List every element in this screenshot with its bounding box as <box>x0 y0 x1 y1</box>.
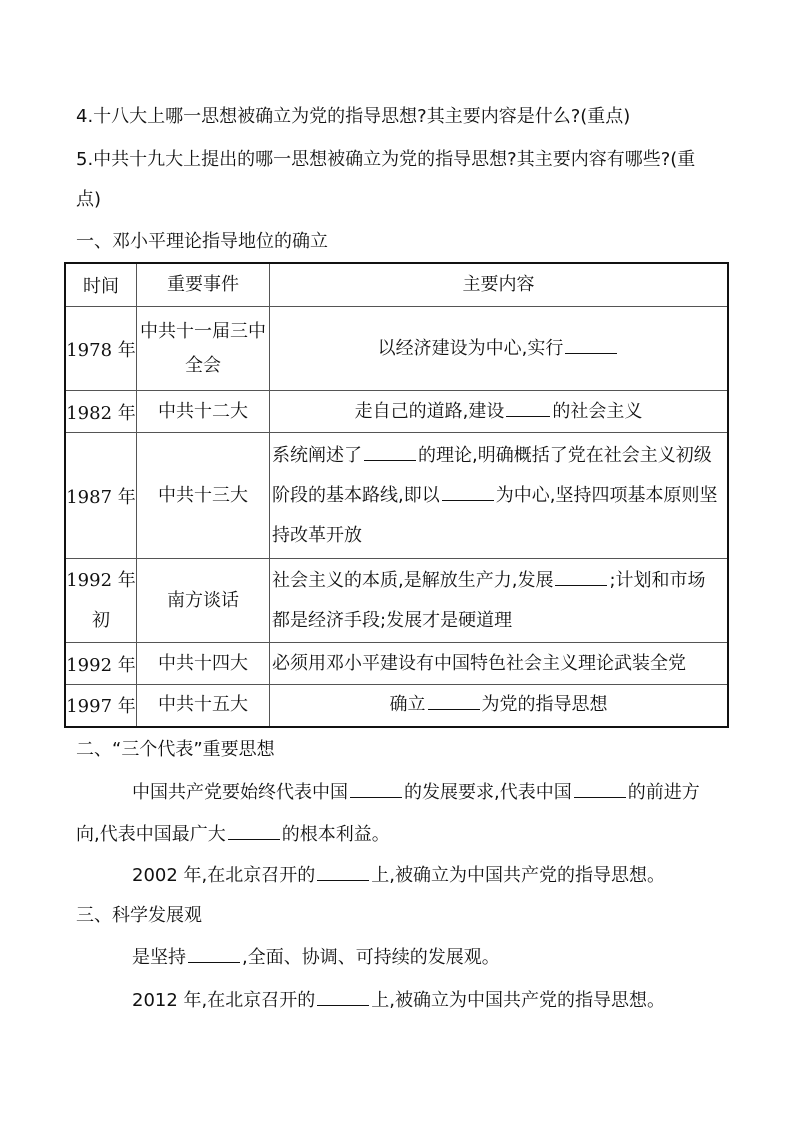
content-line: 持改革开放 <box>272 524 362 546</box>
paragraph-text: 向,代表中国最广大 <box>76 824 226 845</box>
fill-blank[interactable] <box>317 987 369 1006</box>
section-1-heading: 一、邓小平理论指导地位的确立 <box>76 231 328 252</box>
content-cell <box>270 391 729 433</box>
content-text: 的理论,明确概括了党在社会主义初级 <box>418 444 712 466</box>
section-2-paragraph-2 <box>132 862 665 888</box>
event-cell: 中共十五大 <box>137 685 270 727</box>
table-row <box>65 559 728 643</box>
fill-blank[interactable] <box>565 335 617 354</box>
table-row <box>65 643 728 685</box>
fill-blank[interactable] <box>555 567 607 586</box>
content-text: 阶段的基本路线,即以 <box>272 484 440 506</box>
fill-blank[interactable] <box>317 862 369 881</box>
event-cell: 中共十二大 <box>137 391 270 433</box>
paragraph-text: 的前进方 <box>627 782 700 803</box>
content-cell <box>270 433 729 559</box>
fill-blank[interactable] <box>506 398 550 417</box>
header-content: 主要内容 <box>270 263 729 307</box>
content-text: 的社会主义 <box>552 400 643 422</box>
question-4: 4.十八大上哪一思想被确立为党的指导思想?其主要内容是什么?(重点) <box>76 106 631 127</box>
content-cell <box>270 307 729 391</box>
section-3-paragraph-1 <box>132 944 500 970</box>
year-cell <box>65 559 137 643</box>
event-cell: 南方谈话 <box>137 559 270 643</box>
content-line <box>272 436 727 476</box>
content-line <box>272 476 727 516</box>
table-row <box>65 433 728 559</box>
table-header-row <box>65 263 728 307</box>
event-line: 全会 <box>185 354 221 376</box>
paragraph-text: 2012 年,在北京召开的 <box>132 990 316 1011</box>
year-line: 初 <box>92 609 110 631</box>
paragraph-text: 是坚持 <box>132 947 186 968</box>
section-2-paragraph-1-cont <box>76 821 390 847</box>
year-cell: 1992 年 <box>65 643 137 685</box>
year-line: 1992 年 <box>66 569 136 591</box>
event-cell: 中共十三大 <box>137 433 270 559</box>
year-cell: 1997 年 <box>65 685 137 727</box>
table-row <box>65 307 728 391</box>
paragraph-text: 中国共产党要始终代表中国 <box>132 782 348 803</box>
content-text: 社会主义的本质,是解放生产力,发展 <box>272 569 554 591</box>
content-cell <box>270 559 729 643</box>
section-3-paragraph-2 <box>132 987 665 1013</box>
paragraph-text: 2002 年,在北京召开的 <box>132 865 316 886</box>
paragraph-text: 上,被确立为中国共产党的指导思想。 <box>371 865 665 886</box>
paragraph-text: 上,被确立为中国共产党的指导思想。 <box>371 990 665 1011</box>
events-table <box>64 262 729 728</box>
table-row <box>65 685 728 727</box>
year-cell: 1987 年 <box>65 433 137 559</box>
content-line: 都是经济手段;发展才是硬道理 <box>272 609 513 631</box>
content-cell <box>270 685 729 727</box>
content-text: 以经济建设为中心,实行 <box>377 337 564 359</box>
content-text: ;计划和市场 <box>609 569 706 591</box>
content-line <box>272 561 727 601</box>
paragraph-text: ,全面、协调、可持续的发展观。 <box>242 947 500 968</box>
paragraph-text: 的发展要求,代表中国 <box>404 782 572 803</box>
table-row <box>65 391 728 433</box>
fill-blank[interactable] <box>364 442 416 461</box>
header-time: 时间 <box>65 263 137 307</box>
content-cell: 必须用邓小平建设有中国特色社会主义理论武装全党 <box>270 643 729 685</box>
section-2-heading: 二、“三个代表”重要思想 <box>76 739 275 760</box>
question-5-line2: 点) <box>76 189 102 210</box>
section-3-heading: 三、科学发展观 <box>76 905 202 926</box>
content-text: 为中心,坚持四项基本原则坚 <box>495 484 718 506</box>
fill-blank[interactable] <box>442 482 494 501</box>
event-line: 中共十一届三中 <box>140 320 266 342</box>
content-text: 系统阐述了 <box>272 444 362 466</box>
question-5-line1: 5.中共十九大上提出的哪一思想被确立为党的指导思想?其主要内容有哪些?(重 <box>76 149 696 170</box>
section-2-paragraph-1 <box>132 779 700 805</box>
year-cell: 1978 年 <box>65 307 137 391</box>
header-event: 重要事件 <box>137 263 270 307</box>
fill-blank[interactable] <box>350 779 402 798</box>
fill-blank[interactable] <box>228 821 280 840</box>
event-cell <box>137 307 270 391</box>
content-text: 确立 <box>389 694 426 716</box>
content-text: 为党的指导思想 <box>481 694 608 716</box>
content-text: 走自己的道路,建设 <box>354 400 505 422</box>
fill-blank[interactable] <box>574 779 626 798</box>
paragraph-text: 的根本利益。 <box>281 824 390 845</box>
year-cell: 1982 年 <box>65 391 137 433</box>
event-cell: 中共十四大 <box>137 643 270 685</box>
fill-blank[interactable] <box>188 944 240 963</box>
fill-blank[interactable] <box>428 691 480 710</box>
